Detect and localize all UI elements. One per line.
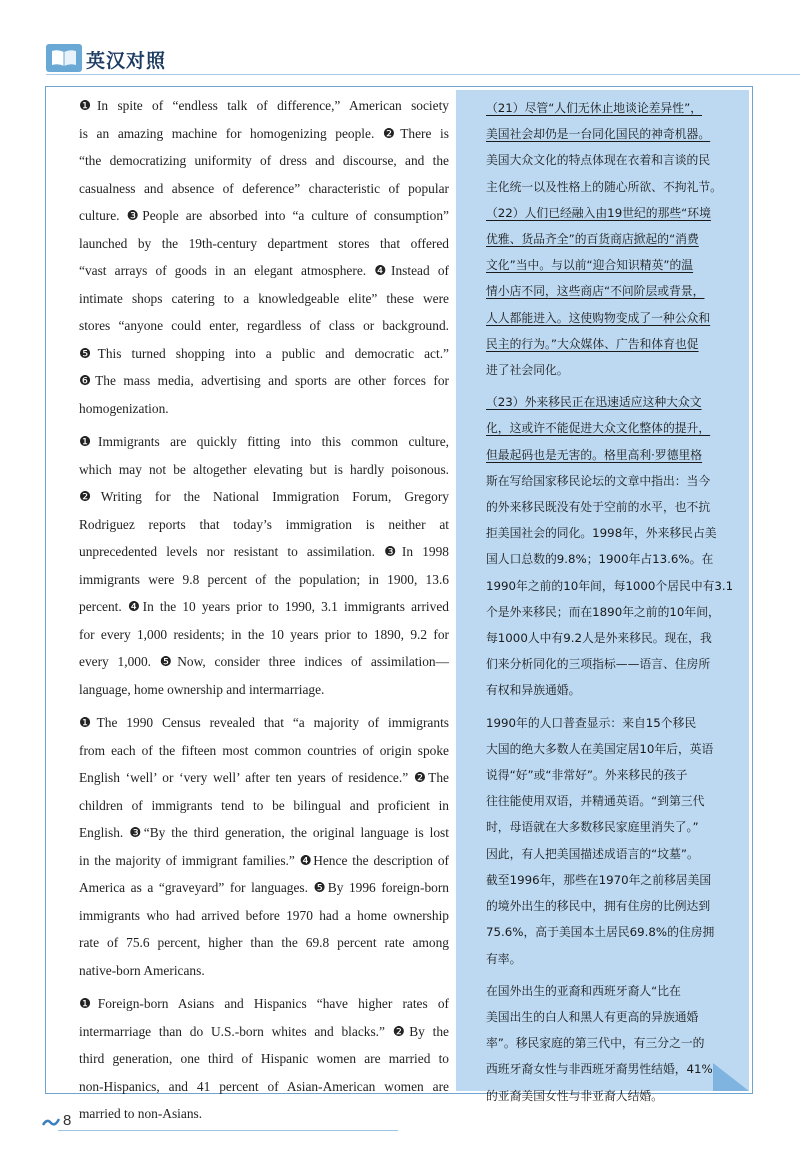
english-line: married to non-Asians. xyxy=(79,1106,203,1121)
chinese-line: 拒美国社会的同化。1998年，外来移民占美 xyxy=(486,526,717,541)
english-line: intermarriage than do U.S.-born whites and blacks.” ❷By the xyxy=(79,1023,449,1039)
chinese-text xyxy=(464,95,744,1115)
chinese-line: 每1000人中有9.2人是外来移民。现在，我 xyxy=(486,631,712,646)
english-line: launched by the 19th-century department stores that offered xyxy=(79,235,449,251)
chinese-paragraph xyxy=(464,978,744,1109)
chinese-line: 有率。 xyxy=(486,951,522,966)
english-line: children of immigrants tend to be bilingual and proficient in xyxy=(79,797,449,813)
chinese-line: 有权和异族通婚。 xyxy=(486,683,581,698)
chinese-line: 的外来移民既没有处于空前的水平，也不抗 xyxy=(486,500,711,515)
english-line: ❶The 1990 Census revealed that “a majority of immigrants xyxy=(79,715,449,730)
chinese-line: 大国的绝大多数人在美国定居10年后，英语 xyxy=(486,741,714,756)
chinese-line: 们来分析同化的三项指标——语言、住房所 xyxy=(486,657,711,672)
open-book-icon xyxy=(46,44,82,72)
english-line: “the democratizing uniformity of dress and discourse, and the xyxy=(79,153,449,168)
english-paragraph xyxy=(57,709,449,984)
chinese-line: （23）外来移民正在迅速适应这种大众文 xyxy=(486,395,702,410)
chinese-paragraph xyxy=(464,710,744,972)
english-line: for every 1,000 residents; in the 10 years prior to 1890, 9.2 for xyxy=(79,626,449,642)
english-paragraph xyxy=(57,92,449,422)
chinese-line: 情小店不同，这些商店“不问阶层或背景， xyxy=(486,284,705,299)
chinese-translation-panel xyxy=(456,90,749,1103)
chinese-line: 国人口总数的9.8%；1900年占13.6%。在 xyxy=(486,552,714,567)
chinese-line: 时，母语就在大多数移民家庭里消失了。” xyxy=(486,820,699,835)
english-line: English. ❸“By the third generation, the original language is lost xyxy=(79,825,449,840)
english-line: percent. ❹In the 10 years prior to 1990, 3.1 immigrants arrived xyxy=(79,599,449,614)
english-paragraph xyxy=(57,990,449,1128)
chinese-line: 美国社会却仍是一台同化国民的神奇机器。 xyxy=(486,127,711,142)
english-line: which may not be altogether elevating but is hardly poisonous. xyxy=(79,461,449,477)
chinese-line: 文化”当中。与以前“迎合知识精英”的温 xyxy=(486,258,694,273)
english-line: English ‘well’ or ‘very well’ after ten years of residence.” ❷The xyxy=(79,770,449,785)
english-line: every 1,000. ❺Now, consider three indices of assimilation— xyxy=(79,654,449,669)
chinese-line: （21）尽管“人们无休止地谈论差异性”， xyxy=(486,101,702,115)
english-line: Rodriguez reports that today’s immigration is neither at xyxy=(79,516,449,532)
english-line: ❶In spite of “endless talk of difference,” American society xyxy=(79,98,449,113)
english-line: stores “anyone could enter, regardless of class or background. xyxy=(79,318,449,333)
chinese-line: 在国外出生的亚裔和西班牙裔人“比在 xyxy=(486,983,681,998)
page-curl-decoration xyxy=(713,1063,749,1091)
english-line: unprecedented levels nor resistant to assimilation. ❸In 1998 xyxy=(79,544,449,559)
chinese-line: 个是外来移民；而在1890年之前的10年间， xyxy=(486,604,720,619)
chinese-line: 的亚裔美国女性与非亚裔人结婚。 xyxy=(486,1088,663,1103)
english-paragraph xyxy=(57,428,449,703)
english-line: ❺This turned shopping into a public and democratic act.” xyxy=(79,345,449,361)
chinese-line: 1990年的人口普查显示：来自15个移民 xyxy=(486,715,697,730)
english-line: ❶Immigrants are quickly fitting into this common culture, xyxy=(79,434,449,449)
chinese-line: 说得“好”或“非常好”。外来移民的孩子 xyxy=(486,768,688,783)
english-line: language, home ownership and intermarriage. xyxy=(79,681,325,697)
english-line: non-Hispanics, and 41 percent of Asian-American women are xyxy=(79,1078,449,1094)
chinese-line: 率”。移民家庭的第三代中，有三分之一的 xyxy=(486,1036,705,1051)
chinese-line: 75.6%，高于美国本土居民69.8%的住房拥 xyxy=(486,925,715,940)
english-line: homogenization. xyxy=(79,400,169,416)
chinese-line: 西班牙裔女性与非西班牙裔男性结婚，41% xyxy=(486,1062,713,1077)
chinese-line: 截至1996年，那些在1970年之前移居美国 xyxy=(486,872,712,887)
english-line: immigrants who had arrived before 1970 had a home ownership xyxy=(79,907,449,923)
chinese-line: 主化统一以及性格上的随心所欲、不拘礼节。 xyxy=(486,179,722,194)
english-line: culture. ❸People are absorbed into “a culture of consumption” xyxy=(79,208,449,223)
english-line: immigrants were 9.8 percent of the population; in 1900, 13.6 xyxy=(79,571,449,587)
page-number: 8 xyxy=(63,1112,72,1129)
footer-rule xyxy=(58,1130,398,1131)
english-text xyxy=(57,92,449,1134)
english-line: “vast arrays of goods in an elegant atmosphere. ❹Instead of xyxy=(79,263,449,278)
chinese-line: 化，这或许不能促进大众文化整体的提升， xyxy=(486,421,711,436)
chinese-line: 的境外出生的移民中，拥有住房的比例达到 xyxy=(486,899,711,914)
english-line: native-born Americans. xyxy=(79,962,205,978)
section-header xyxy=(46,44,800,74)
chinese-line: 斯在写给国家移民论坛的文章中指出：当今 xyxy=(486,473,711,488)
chinese-paragraph xyxy=(464,389,744,703)
page-footer xyxy=(42,1110,462,1132)
english-line: ❻The mass media, advertising and sports are other forces for xyxy=(79,373,449,388)
chinese-line: 往往能使用双语，并精通英语。“到第三代 xyxy=(486,794,705,809)
english-line: rate of 75.6 percent, higher than the 69.8 percent rate among xyxy=(79,935,449,950)
chinese-line: 因此，有人把美国描述成语言的“坟墓”。 xyxy=(486,846,699,861)
chinese-line: 但最起码也是无害的。格里高利·罗德里格 xyxy=(486,447,703,462)
english-line: ❷Writing for the National Immigration Forum, Gregory xyxy=(79,489,449,504)
english-line: intimate shops catering to a knowledgeable elite” these were xyxy=(79,290,449,306)
english-line: is an amazing machine for homogenizing people. ❷There is xyxy=(79,125,449,141)
chinese-line: 美国大众文化的特点体现在衣着和言谈的民 xyxy=(486,153,711,168)
english-line: ❶Foreign-born Asians and Hispanics “have higher rates of xyxy=(79,996,449,1011)
wave-icon xyxy=(42,1116,60,1128)
english-line: America as a “graveyard” for languages. ❺By 1996 foreign-born xyxy=(79,880,449,895)
chinese-line: 民主的行为。”大众媒体、广告和体育也促 xyxy=(486,336,699,351)
english-line: third generation, one third of Hispanic women are married to xyxy=(79,1051,449,1066)
chinese-line: 优雅、货品齐全”的百货商店掀起的“消费 xyxy=(486,232,699,247)
english-line: from each of the fifteen most common countries of origin spoke xyxy=(79,742,449,758)
chinese-line: 1990年之前的10年间，每1000个居民中有3.1 xyxy=(486,578,734,593)
chinese-line: 美国出生的白人和黑人有更高的异族通婚 xyxy=(486,1009,699,1024)
chinese-line: （22）人们已经融入由19世纪的那些“环境 xyxy=(486,205,711,220)
section-title: 英汉对照 xyxy=(86,50,167,72)
english-line: casualness and absence of deference” characteristic of popular xyxy=(79,180,449,196)
chinese-line: 人人都能进入。这使购物变成了一种公众和 xyxy=(486,310,711,325)
chinese-line: 进了社会同化。 xyxy=(486,363,569,378)
header-rule xyxy=(46,74,800,75)
english-line: in the majority of immigrant families.” ❹Hence the description of xyxy=(79,852,449,868)
chinese-paragraph xyxy=(464,95,744,383)
